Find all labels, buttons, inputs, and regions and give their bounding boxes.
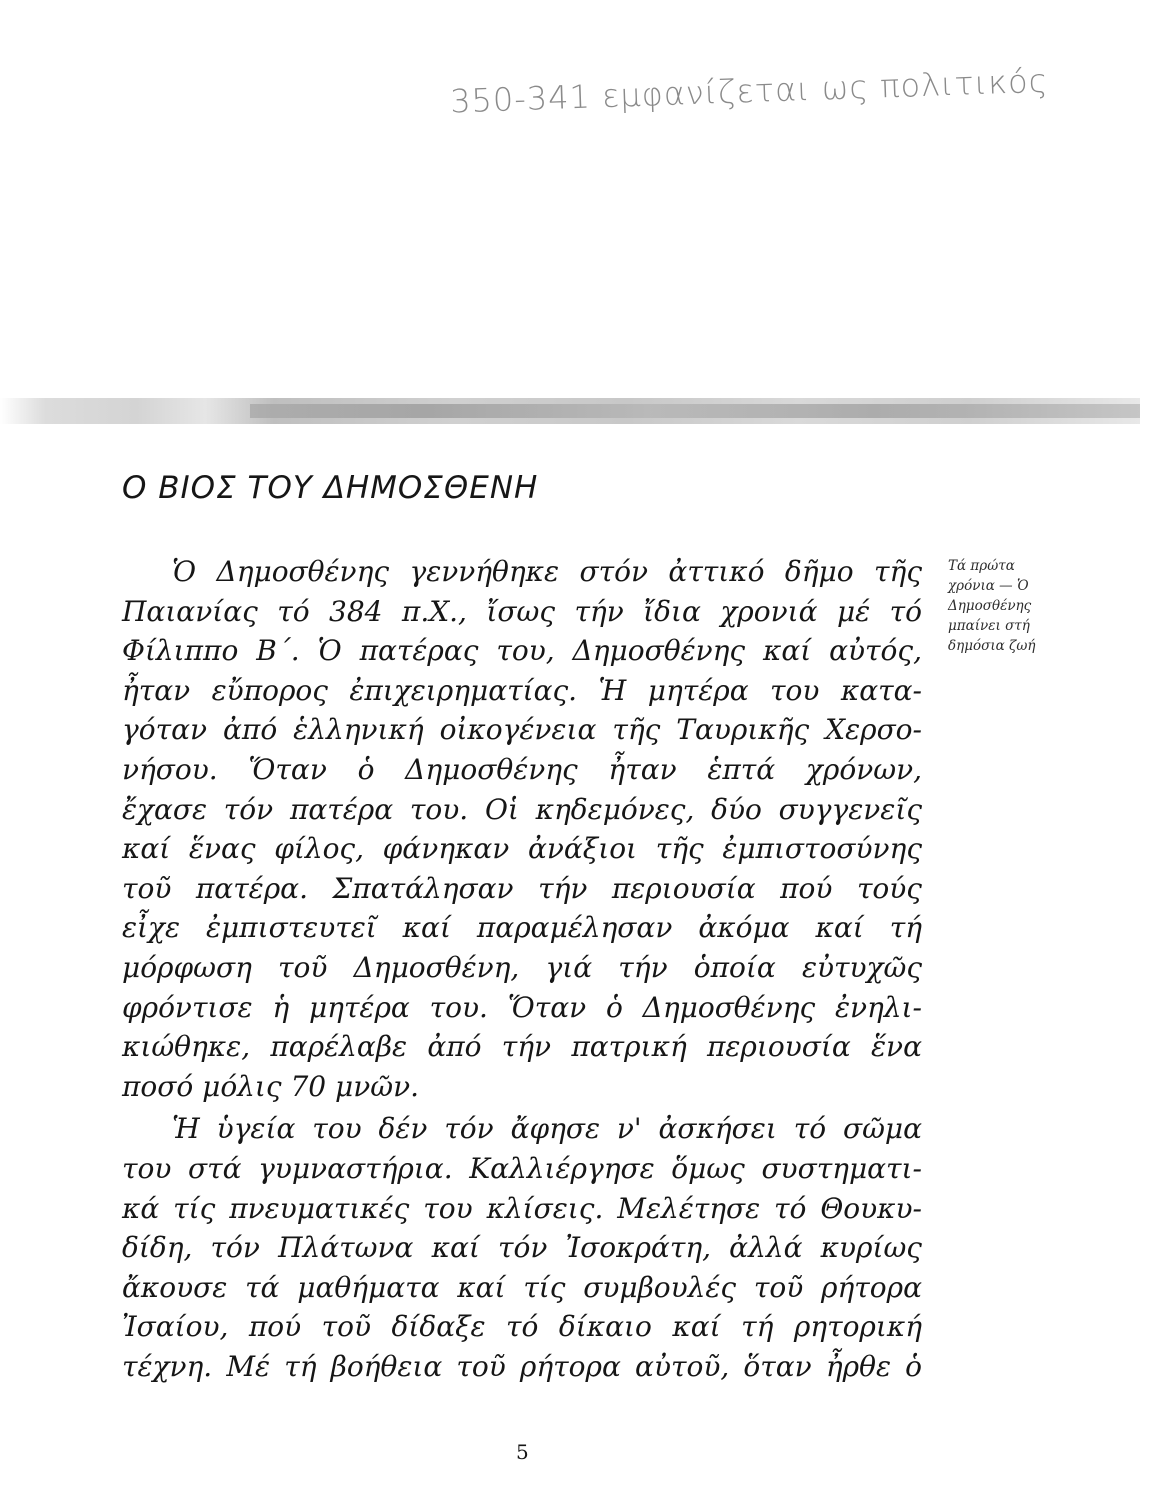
text-line: φρόντισε ἡ μητέρα του. Ὅταν ὁ Δημοσθένης ἐνηλι- — [122, 990, 922, 1024]
text-line: του στά γυμναστήρια. Καλλιέργησε ὅμως συστηματι- — [122, 1151, 922, 1185]
text-line: Ὁ Δημοσθένης γεννήθηκε στόν ἀττικό δῆμο τῆς — [172, 555, 922, 588]
text-line: εἶχε ἐμπιστευτεῖ καί παραμέλησαν ἀκόμα καί τή — [122, 911, 922, 945]
text-line: δίδη, τόν Πλάτωνα καί τόν Ἰσοκράτη, ἀλλά κυρίως — [122, 1231, 922, 1265]
paragraph-1 — [122, 552, 922, 1106]
page-number: 5 — [516, 1440, 529, 1464]
margin-note-line: Δημοσθένης — [948, 598, 1032, 614]
text-line: Ἡ ὑγεία του δέν τόν ἄφησε ν' ἀσκήσει τό σῶμα — [172, 1112, 922, 1146]
paragraph-2 — [122, 1109, 922, 1386]
text-line: κά τίς πνευματικές του κλίσεις. Μελέτησε τό Θουκυ- — [122, 1191, 922, 1225]
text-line: ποσό μόλις 70 μνῶν. — [122, 1069, 419, 1103]
text-line: νήσου. Ὅταν ὁ Δημοσθένης ἦταν ἑπτά χρόνων, — [122, 752, 922, 786]
body-text — [122, 552, 922, 1386]
text-line: ἔχασε τόν πατέρα του. Οἱ κηδεμόνες, δύο συγγενεῖς — [122, 792, 922, 826]
text-line: Φίλιππο Β΄. Ὁ πατέρας του, Δημοσθένης καί αὐτός, — [122, 634, 922, 668]
text-line: τέχνη. Μέ τή βοήθεια τοῦ ρήτορα αὐτοῦ, ὅταν ἦρθε ὁ — [122, 1349, 922, 1383]
text-line: Ἰσαίου, πού τοῦ δίδαξε τό δίκαιο καί τή ρητορική — [122, 1310, 922, 1344]
margin-note-line: δημόσια ζωή — [948, 638, 1036, 654]
text-line: γόταν ἀπό ἑλληνική οἰκογένεια τῆς Ταυρικῆς Χερσο- — [122, 713, 922, 747]
scan-artifact-band-dark — [250, 404, 1140, 418]
handwritten-annotation: 350-341 εμφανίζεται ως πολιτικός — [449, 61, 1050, 121]
text-line: μόρφωση τοῦ Δημοσθένη, γιά τήν ὁποία εὐτυχῶς — [122, 950, 922, 984]
text-line: καί ἕνας φίλος, φάνηκαν ἀνάξιοι τῆς ἐμπιστοσύνης — [122, 832, 922, 866]
chapter-title: Ο ΒΙΟΣ ΤΟΥ ΔΗΜΟΣΘΕΝΗ — [122, 470, 539, 506]
margin-note-line: μπαίνει στή — [948, 618, 1030, 634]
text-line: Παιανίας τό 384 π.Χ., ἴσως τήν ἴδια χρονιά μέ τό — [122, 594, 922, 628]
text-line: τοῦ πατέρα. Σπατάλησαν τήν περιουσία πού τούς — [122, 871, 922, 905]
margin-note-line: χρόνια — Ὁ — [948, 578, 1029, 594]
margin-note — [948, 556, 1076, 656]
margin-note-line: Τά πρώτα — [948, 558, 1015, 574]
text-line: ἦταν εὔπορος ἐπιχειρηματίας. Ἡ μητέρα του κατα- — [122, 673, 922, 707]
text-line: ἄκουσε τά μαθήματα καί τίς συμβουλές τοῦ ρήτορα — [122, 1270, 922, 1304]
text-line: κιώθηκε, παρέλαβε ἀπό τήν πατρική περιουσία ἕνα — [122, 1030, 922, 1064]
